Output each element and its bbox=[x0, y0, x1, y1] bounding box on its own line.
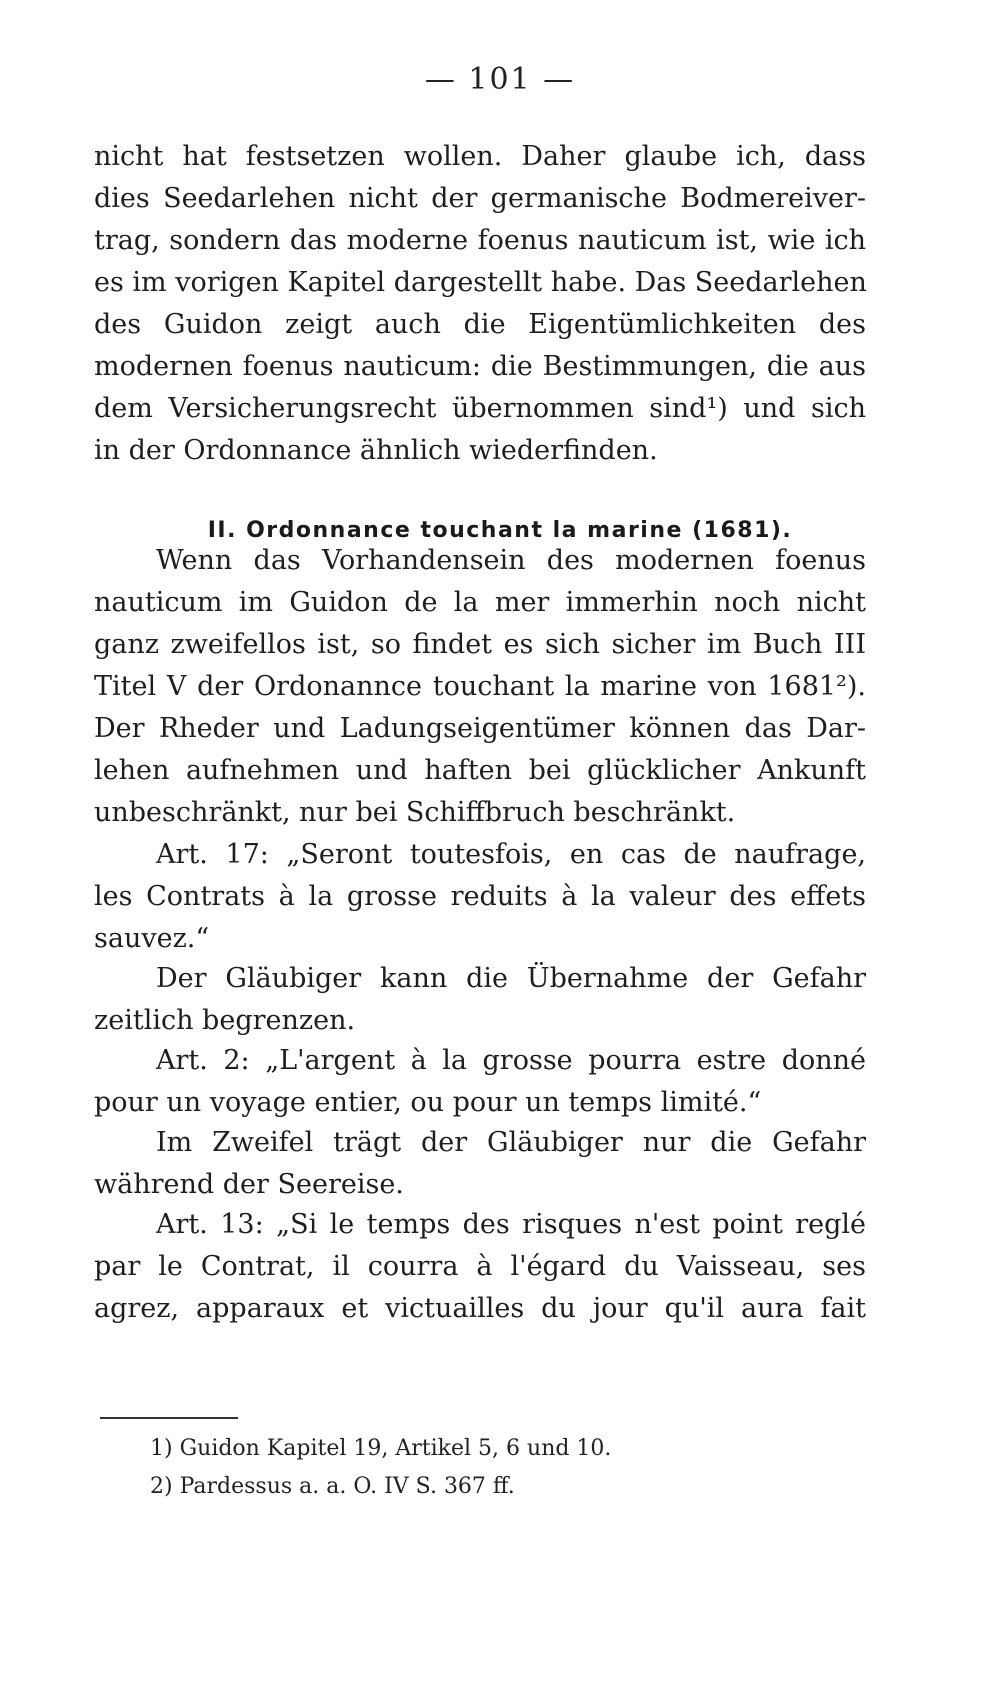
footnotes bbox=[150, 1430, 611, 1506]
text-line: des Guidon zeigt auch die Eigentümlichkeiten des bbox=[94, 309, 866, 340]
paragraph-art-2 bbox=[94, 1040, 866, 1124]
text-line: es im vorigen Kapitel dargestellt habe. Das Seedarlehen bbox=[94, 267, 867, 298]
text-line: Der Gläubiger kann die Übernahme der Gefahr bbox=[156, 963, 866, 994]
footnote-2: 2) Pardessus a. a. O. IV S. 367 ff. bbox=[150, 1474, 515, 1499]
text-line: unbeschränkt, nur bei Schiffbruch beschränkt. bbox=[94, 797, 736, 828]
text-line: dem Versicherungsrecht übernommen sind¹) und sich bbox=[94, 393, 866, 424]
paragraph-art-17 bbox=[94, 834, 866, 960]
text-line: ganz zweifellos ist, so findet es sich sicher im Buch III bbox=[94, 629, 866, 660]
text-line: zeitlich begrenzen. bbox=[94, 1005, 356, 1036]
text-line: Wenn das Vorhandensein des modernen foenus bbox=[156, 545, 866, 576]
paragraph-guidon-conclusion bbox=[94, 136, 866, 472]
text-line: Art. 13: „Si le temps des risques n'est point reglé bbox=[156, 1209, 866, 1240]
footnote-divider bbox=[100, 1417, 238, 1419]
text-line: Der Rheder und Ladungseigentümer können das Dar- bbox=[94, 713, 866, 744]
text-line: während der Seereise. bbox=[94, 1169, 404, 1200]
text-line: dies Seedarlehen nicht der germanische Bodmereiver- bbox=[94, 183, 866, 214]
paragraph-creditor-time-limit bbox=[94, 958, 866, 1042]
text-line: par le Contrat, il courra à l'égard du Vaisseau, ses bbox=[94, 1251, 866, 1282]
text-line: Im Zweifel trägt der Gläubiger nur die Gefahr bbox=[156, 1127, 866, 1158]
text-line: pour un voyage entier, ou pour un temps limité.“ bbox=[94, 1087, 762, 1118]
text-line: trag, sondern das moderne foenus nauticum ist, wie ich bbox=[94, 225, 866, 256]
section-heading: II. Ordonnance touchant la marine (1681). bbox=[207, 518, 793, 543]
text-line: Art. 2: „L'argent à la grosse pourra estre donné bbox=[156, 1045, 866, 1076]
text-line: Art. 17: „Seront toutesfois, en cas de naufrage, bbox=[156, 839, 866, 870]
text-line: lehen aufnehmen und haften bei glücklicher Ankunft bbox=[94, 755, 866, 786]
paragraph-art-13 bbox=[94, 1204, 866, 1330]
footnote-1: 1) Guidon Kapitel 19, Artikel 5, 6 und 10. bbox=[150, 1436, 612, 1461]
text-line: sauvez.“ bbox=[94, 923, 210, 954]
text-line: modernen foenus nauticum: die Bestimmungen, die aus bbox=[94, 351, 866, 382]
text-line: les Contrats à la grosse reduits à la valeur des effets bbox=[94, 881, 866, 912]
page-number: — 101 — bbox=[424, 62, 576, 97]
text-line: in der Ordonnance ähnlich wiederfinden. bbox=[94, 435, 658, 466]
text-line: agrez, apparaux et victuailles du jour qu'il aura fait bbox=[94, 1293, 866, 1324]
text-line: nicht hat festsetzen wollen. Daher glaube ich, dass bbox=[94, 141, 866, 172]
paragraph-ordonnance-intro bbox=[94, 540, 866, 834]
paragraph-risk-during-voyage bbox=[94, 1122, 866, 1206]
text-line: Titel V der Ordonannce touchant la marine von 1681²). bbox=[94, 671, 866, 702]
text-line: nauticum im Guidon de la mer immerhin noch nicht bbox=[94, 587, 866, 618]
